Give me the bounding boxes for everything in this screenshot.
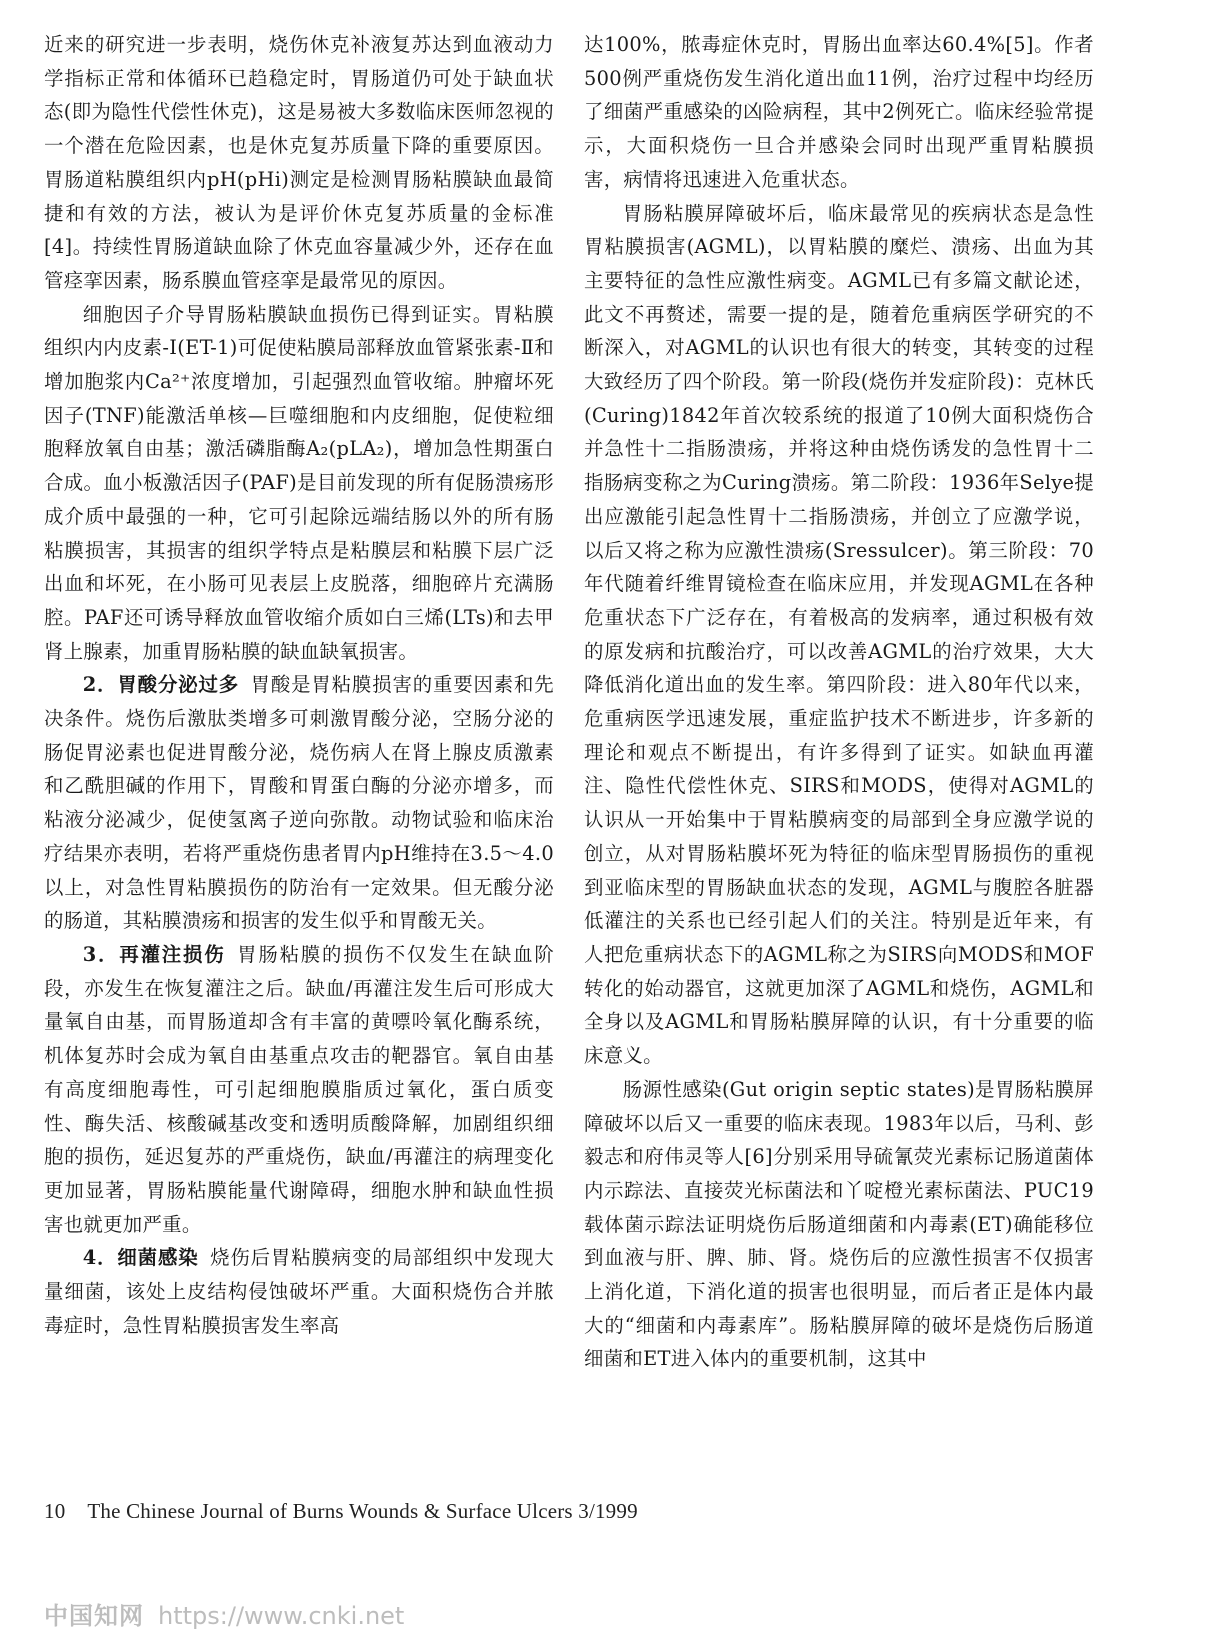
paragraph: 达100%，脓毒症休克时，胃肠出血率达60.4%[5]。作者500例严重烧伤发生消化道出血11例，治疗过程中均经历了细菌严重感染的凶险病程，其中2例死亡。临床经验常提示，大面积烧伤一旦合并感染会同时出现严重胃粘膜损害，病情将迅速进入危重状态。: [584, 33, 1094, 191]
paragraph: 近来的研究进一步表明，烧伤休克补液复苏达到血液动力学指标正常和体循环已趋稳定时，胃肠道仍可处于缺血状态(即为隐性代偿性休克)，这是易被大多数临床医师忽视的一个潜在危险因素，也是休克复苏质量下降的重要原因。胃肠道粘膜组织内pH(pHi)测定是检测胃肠粘膜缺血最简捷和有效的方法，被认为是评价休克复苏质量的金标准[4]。持续性胃肠道缺血除了休克血容量减少外，还存在血管痉挛因素，肠系膜血管痉挛是最常见的原因。: [44, 33, 554, 292]
right-column: [584, 28, 1094, 1376]
section-paragraph: [44, 1241, 554, 1342]
section-heading: 3．再灌注损伤: [82, 942, 226, 966]
paragraph: 细胞因子介导胃肠粘膜缺血损伤已得到证实。胃粘膜组织内内皮素-Ⅰ(ET-1)可促使粘膜局部释放血管紧张素-Ⅱ和增加胞浆内Ca²⁺浓度增加，引起强烈血管收缩。肿瘤坏死因子(TNF)能激活单核—巨噬细胞和内皮细胞，促使粒细胞释放氧自由基；激活磷脂酶A₂(pLA₂)，增加急性期蛋白合成。血小板激活因子(PAF)是目前发现的所有促肠溃疡形成介质中最强的一种，它可引起除远端结肠以外的所有肠粘膜损害，其损害的组织学特点是粘膜层和粘膜下层广泛出血和坏死，在小肠可见表层上皮脱落，细胞碎片充满肠腔。PAF还可诱导释放血管收缩介质如白三烯(LTs)和去甲肾上腺素，加重胃肠粘膜的缺血缺氧损害。: [44, 302, 554, 663]
cnki-watermark: [44, 1596, 404, 1631]
paragraph: 肠源性感染(Gut origin septic states)是胃肠粘膜屏障破坏以后又一重要的临床表现。1983年以后，马利、彭毅志和府伟灵等人[6]分别采用导硫氰荧光素标记肠道菌体内示踪法、直接荧光标菌法和丫啶橙光素标菌法、PUC19载体菌示踪法证明烧伤后肠道细菌和内毒素(ET)确能移位到血液与肝、脾、肺、肾。烧伤后的应激性损害不仅损害上消化道，下消化道的损害也很明显，而后者正是体内最大的“细菌和内毒素库”。肠粘膜屏障的破坏是烧伤后肠道细菌和ET进入体内的重要机制，这其中: [584, 1077, 1094, 1371]
section-text: 胃肠粘膜的损伤不仅发生在缺血阶段，亦发生在恢复灌注之后。缺血/再灌注发生后可形成大量氧自由基，而胃肠道却含有丰富的黄嘌呤氧化酶系统，机体复苏时会成为氧自由基重点攻击的靶器官。氧自由基有高度细胞毒性，可引起细胞膜脂质过氧化，蛋白质变性、酶失活、核酸碱基改变和透明质酸降解，加剧组织细胞的损伤，延迟复苏的严重烧伤，缺血/再灌注的病理变化更加显著，胃肠粘膜能量代谢障碍，细胞水肿和缺血性损害也就更加严重。: [44, 942, 555, 1236]
page-footer: [44, 1499, 638, 1524]
section-heading: 2．胃酸分泌过多: [82, 673, 239, 697]
watermark-url: https://www.cnki.net: [158, 1602, 405, 1630]
left-column: [44, 28, 554, 1342]
section-paragraph: [44, 938, 554, 1241]
paragraph: 胃肠粘膜屏障破坏后，临床最常见的疾病状态是急性胃粘膜损害(AGML)，以胃粘膜的糜烂、溃疡、出血为其主要特征的急性应激性病变。AGML已有多篇文献论述，此文不再赘述，需要一提的是，随着危重病医学研究的不断深入，对AGML的认识也有很大的转变，其转变的过程大致经历了四个阶段。第一阶段(烧伤并发症阶段)：克林氏(Curing)1842年首次较系统的报道了10例大面积烧伤合并急性十二指肠溃疡，并将这种由烧伤诱发的急性胃十二指肠病变称之为Curing溃疡。第二阶段：1936年Selye提出应激能引起急性胃十二指肠溃疡，并创立了应激学说，以后又将之称为应激性溃疡(Sressulcer)。第三阶段：70年代随着纤维胃镜检查在临床应用，并发现AGML在各种危重状态下广泛存在，有着极高的发病率，通过积极有效的原发病和抗酸治疗，可以改善AGML的治疗效果，大大降低消化道出血的发生率。第四阶段：进入80年代以来，危重病医学迅速发展，重症监护技术不断进步，许多新的理论和观点不断提出，有许多得到了证实。如缺血再灌注、隐性代偿性休克、SIRS和MODS，使得对AGML的认识从一开始集中于胃粘膜病变的局部到全身应激学说的创立，从对胃肠粘膜坏死为特征的临床型胃肠损伤的重视到亚临床型的胃肠缺血状态的发现，AGML与腹腔各脏器低灌注的关系也已经引起人们的关注。特别是近年来，有人把危重病状态下的AGML称之为SIRS向MODS和MOF转化的始动器官，这就更加深了AGML和烧伤，AGML和全身以及AGML和胃肠粘膜屏障的认识，有十分重要的临床意义。: [584, 201, 1094, 1068]
watermark-brand: 中国知网: [44, 1602, 144, 1630]
journal-citation: The Chinese Journal of Burns Wounds & Surface Ulcers 3/1999: [87, 1499, 638, 1523]
section-text: 胃酸是胃粘膜损害的重要因素和先决条件。烧伤后激肽类增多可刺激胃酸分泌，空肠分泌的肠促胃泌素也促进胃酸分泌，烧伤病人在肾上腺皮质激素和乙酰胆碱的作用下，胃酸和胃蛋白酶的分泌亦增多，而粘液分泌减少，促使氢离子逆向弥散。动物试验和临床治疗结果亦表明，若将严重烧伤患者胃内pH维持在3.5～4.0以上，对急性胃粘膜损伤的防治有一定效果。但无酸分泌的肠道，其粘膜溃疡和损害的发生似乎和胃酸无关。: [44, 673, 554, 933]
section-heading: 4．细菌感染: [82, 1246, 199, 1270]
section-text: 烧伤后胃粘膜病变的局部组织中发现大量细菌，该处上皮结构侵蚀破坏严重。大面积烧伤合并脓毒症时，急性胃粘膜损害发生率高: [44, 1246, 554, 1337]
page-number: 10: [44, 1499, 66, 1523]
section-paragraph: [44, 668, 554, 938]
